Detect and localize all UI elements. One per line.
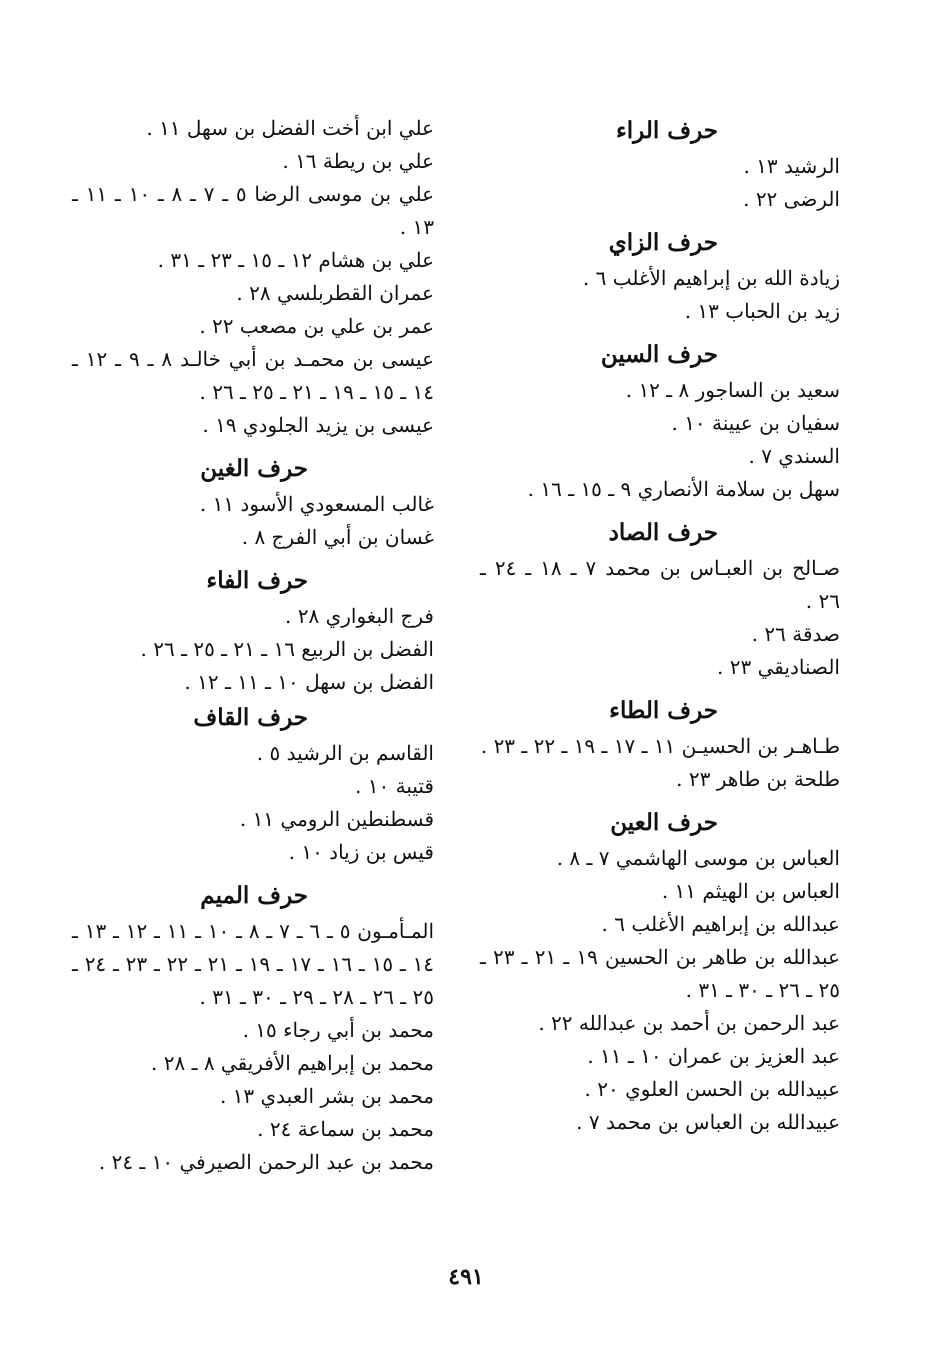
- index-entry: علي بن ريطة ١٦ .: [282, 149, 434, 173]
- index-entry: محمد بن سماعة ٢٤ .: [257, 1117, 434, 1141]
- section-heading: حرف الغين: [200, 455, 308, 482]
- index-entry: محمد بن إبراهيم الأفريقي ٨ ـ ٢٨ .: [151, 1051, 434, 1075]
- index-entry: سعيد بن الساجور ٨ ـ ١٢ .: [625, 378, 840, 402]
- index-entry: المـأمـون ٥ ـ ٦ ـ ٧ ـ ٨ ـ ١٠ ـ ١١ ـ ١٢ ـ ١٣ ـ ١٤ ـ ١٥ ـ ١٦ ـ ١٧ ـ ١٩ ـ ٢١ ـ ٢٢ ـ ٢٣ ـ ٢٤ ـ ٢٥ ـ ٢٦ ـ ٢٨ ـ ٢٩ ـ ٣٠ ـ ٣١ .: [72, 919, 435, 1009]
- index-entry: قيس بن زياد ١٠ .: [288, 840, 434, 864]
- index-entry: فرج البغواري ٢٨ .: [285, 604, 434, 628]
- section-heading: حرف السين: [600, 341, 718, 368]
- index-entry: الفضل بن سهل ١٠ ـ ١١ ـ ١٢ .: [184, 670, 434, 694]
- index-entry: صـالح بن العبـاس بن محمد ٧ ـ ١٨ ـ ٢٤ ـ ٢٦ .: [480, 556, 841, 613]
- index-entry: زيادة الله بن إبراهيم الأغلب ٦ .: [582, 266, 840, 290]
- index-entry: عبدالله بن طاهر بن الحسين ١٩ ـ ٢١ ـ ٢٣ ـ ٢٥ ـ ٢٦ ـ ٣٠ ـ ٣١ .: [480, 945, 841, 1002]
- index-entry: القاسم بن الرشيد ٥ .: [256, 741, 434, 765]
- index-entry: قسطنطين الرومي ١١ .: [239, 807, 434, 831]
- section-heading: حرف الميم: [200, 882, 308, 909]
- section-heading: حرف الزاي: [608, 229, 718, 256]
- index-entry: عبيدالله بن العباس بن محمد ٧ .: [576, 1110, 840, 1134]
- index-entry: الصناديقي ٢٣ .: [717, 655, 840, 679]
- index-entry: غسان بن أبي الفرج ٨ .: [241, 525, 434, 549]
- index-entry: الرضى ٢٢ .: [743, 187, 840, 211]
- index-entry: العباس بن الهيثم ١١ .: [661, 879, 840, 903]
- index-entry: طـاهـر بن الحسيـن ١١ ـ ١٧ ـ ١٩ ـ ٢٢ ـ ٢٣ .: [480, 734, 840, 758]
- index-entry: علي ابن أخت الفضل بن سهل ١١ .: [146, 116, 434, 140]
- index-column-right: [480, 112, 840, 1139]
- section-heading: حرف القاف: [193, 704, 308, 731]
- section-heading: حرف الصاد: [608, 519, 718, 546]
- index-entry: سفيان بن عيينة ١٠ .: [671, 411, 840, 435]
- index-entry: السندي ٧ .: [748, 444, 840, 468]
- section-heading: حرف الطاء: [609, 697, 718, 724]
- page-number: ٤٩١: [448, 1264, 484, 1290]
- index-entry: الفضل بن الربيع ١٦ ـ ٢١ ـ ٢٥ ـ ٢٦ .: [140, 637, 434, 661]
- index-entry: عمران القطربلسي ٢٨ .: [236, 281, 434, 305]
- index-entry: الرشيد ١٣ .: [743, 154, 840, 178]
- index-entry: علي بن هشام ١٢ ـ ١٥ ـ ٢٣ ـ ٣١ .: [157, 248, 434, 272]
- section-heading: حرف الفاء: [206, 567, 308, 594]
- index-entry: عبدالله بن إبراهيم الأغلب ٦ .: [601, 912, 840, 936]
- index-entry: غالب المسعودي الأسود ١١ .: [199, 492, 434, 516]
- index-entry: محمد بن أبي رجاء ١٥ .: [242, 1018, 434, 1042]
- index-entry: صدقة ٢٦ .: [751, 622, 840, 646]
- index-entry: عبد العزيز بن عمران ١٠ ـ ١١ .: [587, 1044, 840, 1068]
- index-entry: زيد بن الحباب ١٣ .: [684, 299, 840, 323]
- index-entry: عبيدالله بن الحسن العلوي ٢٠ .: [584, 1077, 840, 1101]
- index-entry: عيسى بن يزيد الجلودي ١٩ .: [202, 413, 434, 437]
- index-column-left: [72, 112, 434, 1179]
- index-entry: طلحة بن طاهر ٢٣ .: [676, 767, 840, 791]
- index-entry: قتيبة ١٠ .: [355, 774, 434, 798]
- index-entry: محمد بن عبد الرحمن الصيرفي ١٠ ـ ٢٤ .: [98, 1150, 434, 1174]
- index-entry: العباس بن موسى الهاشمي ٧ ـ ٨ .: [556, 846, 840, 870]
- index-entry: محمد بن بشر العبدي ١٣ .: [219, 1084, 434, 1108]
- index-entry: عيسى بن محمـد بن أبي خالـد ٨ ـ ٩ ـ ١٢ ـ ١٤ ـ ١٥ ـ ١٩ ـ ٢١ ـ ٢٥ ـ ٢٦ .: [72, 347, 434, 404]
- index-entry: علي بن موسى الرضا ٥ ـ ٧ ـ ٨ ـ ١٠ ـ ١١ ـ ١٣ .: [72, 182, 435, 239]
- section-heading: حرف العين: [610, 809, 718, 836]
- index-entry: عمر بن علي بن مصعب ٢٢ .: [199, 314, 434, 338]
- index-entry: عبد الرحمن بن أحمد بن عبدالله ٢٢ .: [538, 1011, 840, 1035]
- index-entry: سهل بن سلامة الأنصاري ٩ ـ ١٥ ـ ١٦ .: [527, 477, 840, 501]
- section-heading: حرف الراء: [615, 117, 718, 144]
